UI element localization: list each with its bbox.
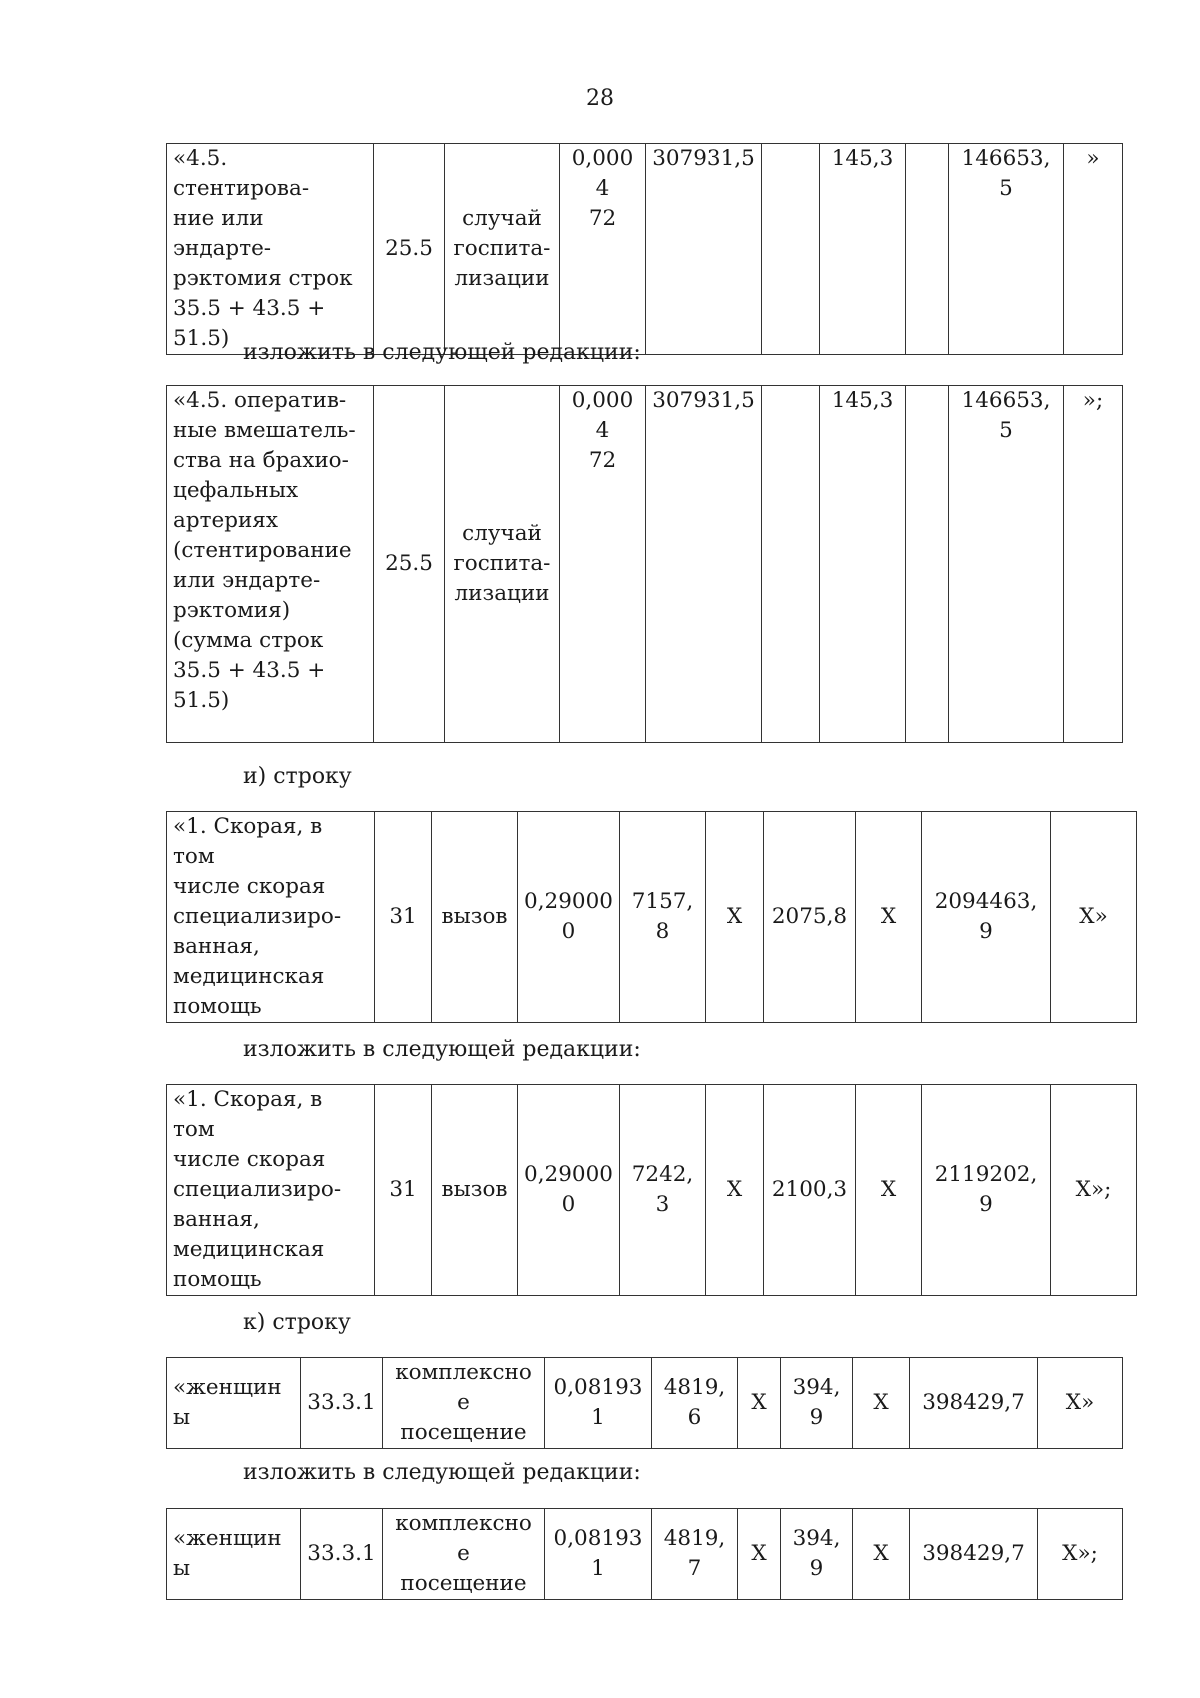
cell-norm: 0,08193 1 bbox=[545, 1358, 652, 1449]
paragraph-instruction-5: изложить в следующей редакции: bbox=[243, 1460, 641, 1485]
cell-col6: X bbox=[706, 1085, 764, 1296]
cell-col6 bbox=[762, 386, 820, 743]
cell-row-number: 31 bbox=[375, 1085, 432, 1296]
cell-row-number: 25.5 bbox=[374, 386, 445, 743]
cell-unit: вызов bbox=[432, 1085, 518, 1296]
cell-unit: случай госпита- лизации bbox=[445, 144, 560, 355]
cell-col6 bbox=[762, 144, 820, 355]
cell-col7: 394, 9 bbox=[781, 1509, 853, 1600]
cell-col6: X bbox=[738, 1509, 781, 1600]
cell-closing: »; bbox=[1064, 386, 1123, 743]
cell-cost: 4819,6 bbox=[652, 1358, 738, 1449]
cell-service-name: «женщины bbox=[167, 1509, 301, 1600]
cell-col8 bbox=[906, 386, 949, 743]
cell-unit: вызов bbox=[432, 812, 518, 1023]
cell-unit: комплексное посещение bbox=[383, 1358, 545, 1449]
cell-total: 2094463,9 bbox=[922, 812, 1051, 1023]
cell-col8: X bbox=[856, 812, 922, 1023]
cell-col7: 2075,8 bbox=[764, 812, 856, 1023]
table-row-1-original bbox=[166, 811, 1137, 1023]
cell-cost: 307931,5 bbox=[646, 386, 762, 743]
cell-norm: 0,0004 72 bbox=[560, 144, 646, 355]
cell-col7: 145,3 bbox=[820, 144, 906, 355]
cell-total: 398429,7 bbox=[910, 1509, 1038, 1600]
cell-norm: 0,29000 0 bbox=[518, 812, 620, 1023]
table-row-1-new bbox=[166, 1084, 1137, 1296]
cell-service-name: «4.5. оператив- ные вмешатель- ства на брахио- цефальных артериях (стентирование или эндарте- рэктомия) (сумма строк 35.5 + 43.5 + 51.5) bbox=[167, 386, 374, 743]
cell-col8 bbox=[906, 144, 949, 355]
cell-row-number: 33.3.1 bbox=[301, 1509, 383, 1600]
page-number: 28 bbox=[586, 86, 614, 111]
cell-col8: X bbox=[856, 1085, 922, 1296]
cell-norm: 0,0004 72 bbox=[560, 386, 646, 743]
cell-closing: X»; bbox=[1051, 1085, 1137, 1296]
cell-row-number: 33.3.1 bbox=[301, 1358, 383, 1449]
cell-cost: 7157,8 bbox=[620, 812, 706, 1023]
paragraph-instruction-4: к) строку bbox=[243, 1310, 351, 1335]
cell-cost: 307931,5 bbox=[646, 144, 762, 355]
cell-total: 146653,5 bbox=[949, 144, 1064, 355]
cell-service-name: «женщины bbox=[167, 1358, 301, 1449]
cell-col6: X bbox=[706, 812, 764, 1023]
cell-col7: 394, 9 bbox=[781, 1358, 853, 1449]
cell-unit: случай госпита- лизации bbox=[445, 386, 560, 743]
cell-unit: комплексное посещение bbox=[383, 1509, 545, 1600]
cell-service-name: «1. Скорая, в том числе скорая специализиро- ванная, медицинская помощь bbox=[167, 1085, 375, 1296]
cell-total: 398429,7 bbox=[910, 1358, 1038, 1449]
cell-service-name: «4.5. стентирова- ние или эндарте- рэктомия строк 35.5 + 43.5 + 51.5) bbox=[167, 144, 374, 355]
cell-norm: 0,29000 0 bbox=[518, 1085, 620, 1296]
table-row-33-3-1-new bbox=[166, 1508, 1123, 1600]
table-row-33-3-1-original bbox=[166, 1357, 1123, 1449]
table-row-4-5-new bbox=[166, 385, 1123, 743]
cell-closing: X» bbox=[1038, 1358, 1123, 1449]
cell-col7: 2100,3 bbox=[764, 1085, 856, 1296]
paragraph-instruction-1: изложить в следующей редакции: bbox=[243, 340, 641, 365]
cell-col8: X bbox=[853, 1358, 910, 1449]
cell-col8: X bbox=[853, 1509, 910, 1600]
cell-cost: 7242,3 bbox=[620, 1085, 706, 1296]
cell-row-number: 25.5 bbox=[374, 144, 445, 355]
cell-row-number: 31 bbox=[375, 812, 432, 1023]
cell-norm: 0,08193 1 bbox=[545, 1509, 652, 1600]
cell-service-name: «1. Скорая, в том числе скорая специализиро- ванная, медицинская помощь bbox=[167, 812, 375, 1023]
table-row-4-5-original bbox=[166, 143, 1123, 355]
cell-closing: » bbox=[1064, 144, 1123, 355]
paragraph-instruction-3: изложить в следующей редакции: bbox=[243, 1037, 641, 1062]
cell-col7: 145,3 bbox=[820, 386, 906, 743]
cell-closing: X» bbox=[1051, 812, 1137, 1023]
cell-col6: X bbox=[738, 1358, 781, 1449]
cell-closing: X»; bbox=[1038, 1509, 1123, 1600]
cell-total: 146653,5 bbox=[949, 386, 1064, 743]
cell-total: 2119202,9 bbox=[922, 1085, 1051, 1296]
cell-cost: 4819,7 bbox=[652, 1509, 738, 1600]
paragraph-instruction-2: и) строку bbox=[243, 764, 352, 789]
